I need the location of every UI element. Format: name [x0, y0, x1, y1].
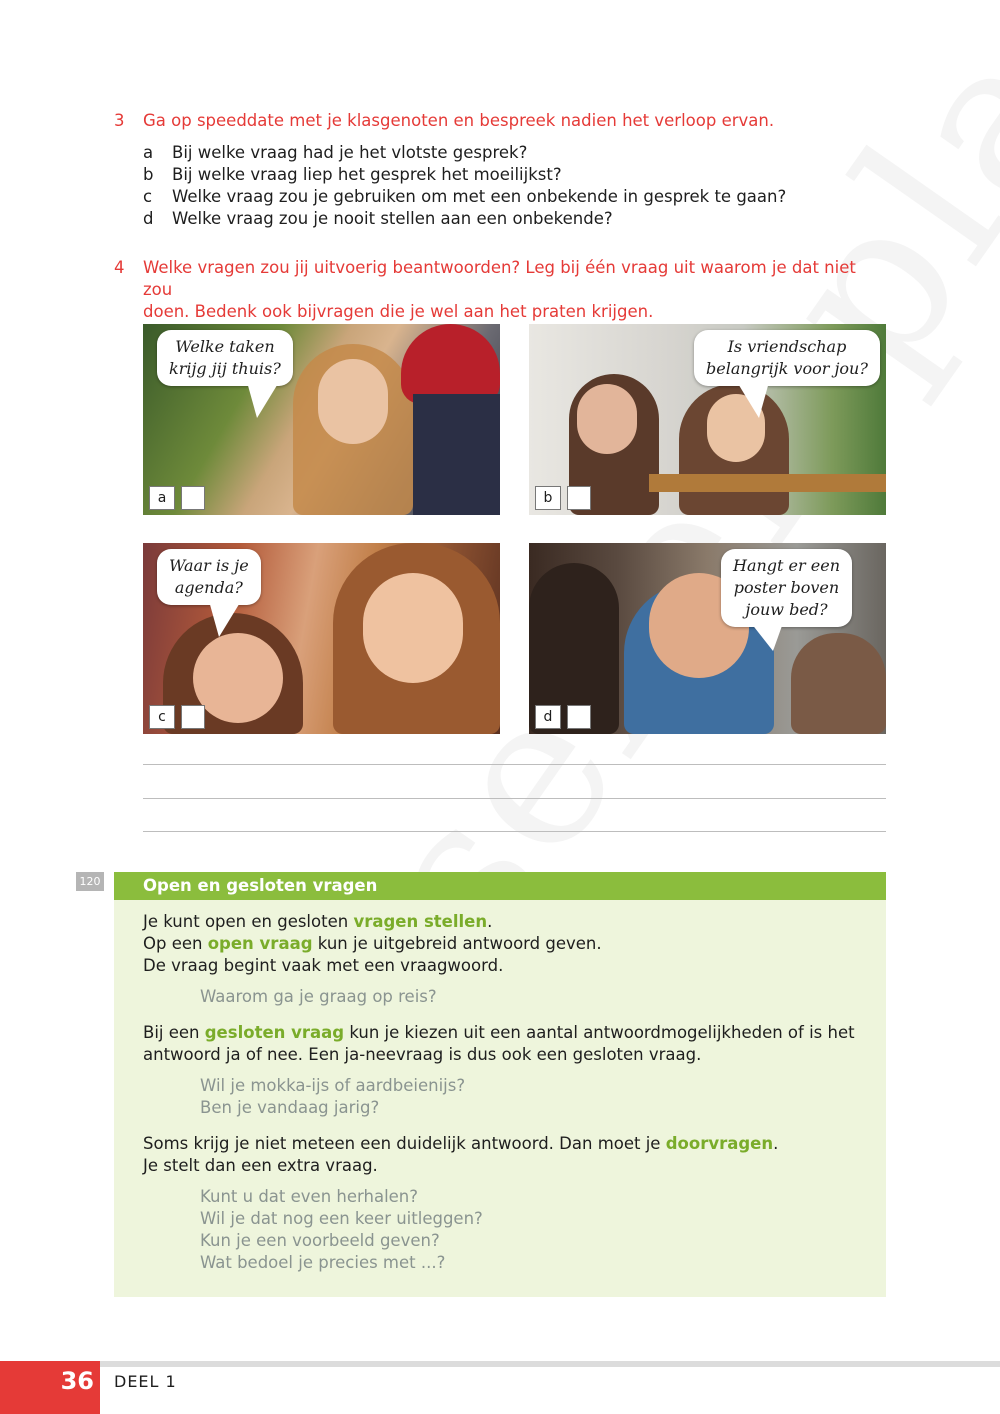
answer-box[interactable] — [181, 486, 205, 510]
info-title: Open en gesloten vragen — [143, 876, 378, 895]
answer-line[interactable] — [143, 764, 886, 765]
bench — [649, 474, 886, 492]
bubble-tail — [751, 623, 783, 651]
question-number: 4 — [114, 258, 125, 277]
speech-bubble: Welke taken krijg jij thuis? — [157, 330, 293, 386]
bubble-tail — [247, 382, 279, 418]
speech-bubble: Hangt er een poster boven jouw bed? — [721, 549, 852, 627]
keyword: open vraag — [207, 934, 313, 953]
keyword: gesloten vraag — [204, 1023, 345, 1042]
person-back — [413, 394, 500, 515]
speech-bubble: Waar is je agenda? — [157, 549, 261, 605]
info-header — [114, 872, 886, 900]
photo-d — [529, 543, 886, 734]
photo-label: c — [149, 705, 175, 729]
answer-line[interactable] — [143, 831, 886, 832]
photo-label: a — [149, 486, 175, 510]
sub-item-b: b Bij welke vraag liep het gesprek het moeilijkst? — [143, 165, 562, 184]
person-face — [363, 573, 463, 683]
speech-bubble: Is vriendschap belangrijk voor jou? — [694, 330, 880, 386]
answer-line[interactable] — [143, 798, 886, 799]
example-sentence: Wil je dat nog een keer uitleggen? — [200, 1209, 483, 1228]
bubble-tail — [209, 601, 241, 637]
question-3 — [114, 110, 874, 132]
example-sentence: Waarom ga je graag op reis? — [200, 987, 437, 1006]
example-sentence: Ben je vandaag jarig? — [200, 1098, 380, 1117]
info-text: Je kunt open en gesloten vragen stellen. — [143, 912, 493, 931]
question-text-line-1: Welke vragen zou jij uitvoerig beantwoorden? Leg bij één vraag uit waarom je dat niet zou — [143, 258, 856, 299]
page-number: 36 — [0, 1361, 100, 1414]
example-sentence: Kunt u dat even herhalen? — [200, 1187, 419, 1206]
question-4 — [114, 257, 874, 323]
part-label: DEEL 1 — [114, 1372, 177, 1391]
question-number: 3 — [114, 111, 125, 130]
question-text-line-2: doen. Bedenk ook bijvragen die je wel aan het praten krijgen. — [143, 302, 654, 321]
bubble-tail — [737, 382, 769, 418]
person-face — [577, 384, 637, 454]
photo-a — [143, 324, 500, 515]
info-id-badge: 120 — [76, 872, 104, 891]
footer-divider — [0, 1361, 1000, 1367]
sub-item-d: d Welke vraag zou je nooit stellen aan een onbekende? — [143, 209, 613, 228]
photo-label: b — [535, 486, 561, 510]
keyword: vragen stellen — [353, 912, 488, 931]
answer-box[interactable] — [567, 705, 591, 729]
info-text: antwoord ja of nee. Een ja-neevraag is dus ook een gesloten vraag. — [143, 1045, 702, 1064]
info-text: De vraag begint vaak met een vraagwoord. — [143, 956, 504, 975]
example-sentence: Wil je mokka-ijs of aardbeienijs? — [200, 1076, 466, 1095]
sub-item-c: c Welke vraag zou je gebruiken om met een onbekende in gesprek te gaan? — [143, 187, 787, 206]
photo-label: d — [535, 705, 561, 729]
red-beanie — [401, 324, 500, 404]
person-face — [318, 359, 388, 444]
info-text: Je stelt dan een extra vraag. — [143, 1156, 378, 1175]
keyword: doorvragen — [665, 1134, 774, 1153]
info-text: Soms krijg je niet meteen een duidelijk antwoord. Dan moet je doorvragen. — [143, 1134, 779, 1153]
answer-box[interactable] — [567, 486, 591, 510]
info-text: Bij een gesloten vraag kun je kiezen uit een aantal antwoordmogelijkheden of is het — [143, 1023, 855, 1042]
photo-b — [529, 324, 886, 515]
example-sentence: Wat bedoel je precies met ...? — [200, 1253, 446, 1272]
person-figure — [791, 633, 886, 734]
info-text: Op een open vraag kun je uitgebreid antwoord geven. — [143, 934, 602, 953]
sub-item-a: a Bij welke vraag had je het vlotste gesprek? — [143, 143, 528, 162]
person-face — [193, 633, 283, 723]
answer-box[interactable] — [181, 705, 205, 729]
question-text: Ga op speeddate met je klasgenoten en bespreek nadien het verloop ervan. — [143, 111, 775, 130]
example-sentence: Kun je een voorbeeld geven? — [200, 1231, 440, 1250]
photo-c — [143, 543, 500, 734]
